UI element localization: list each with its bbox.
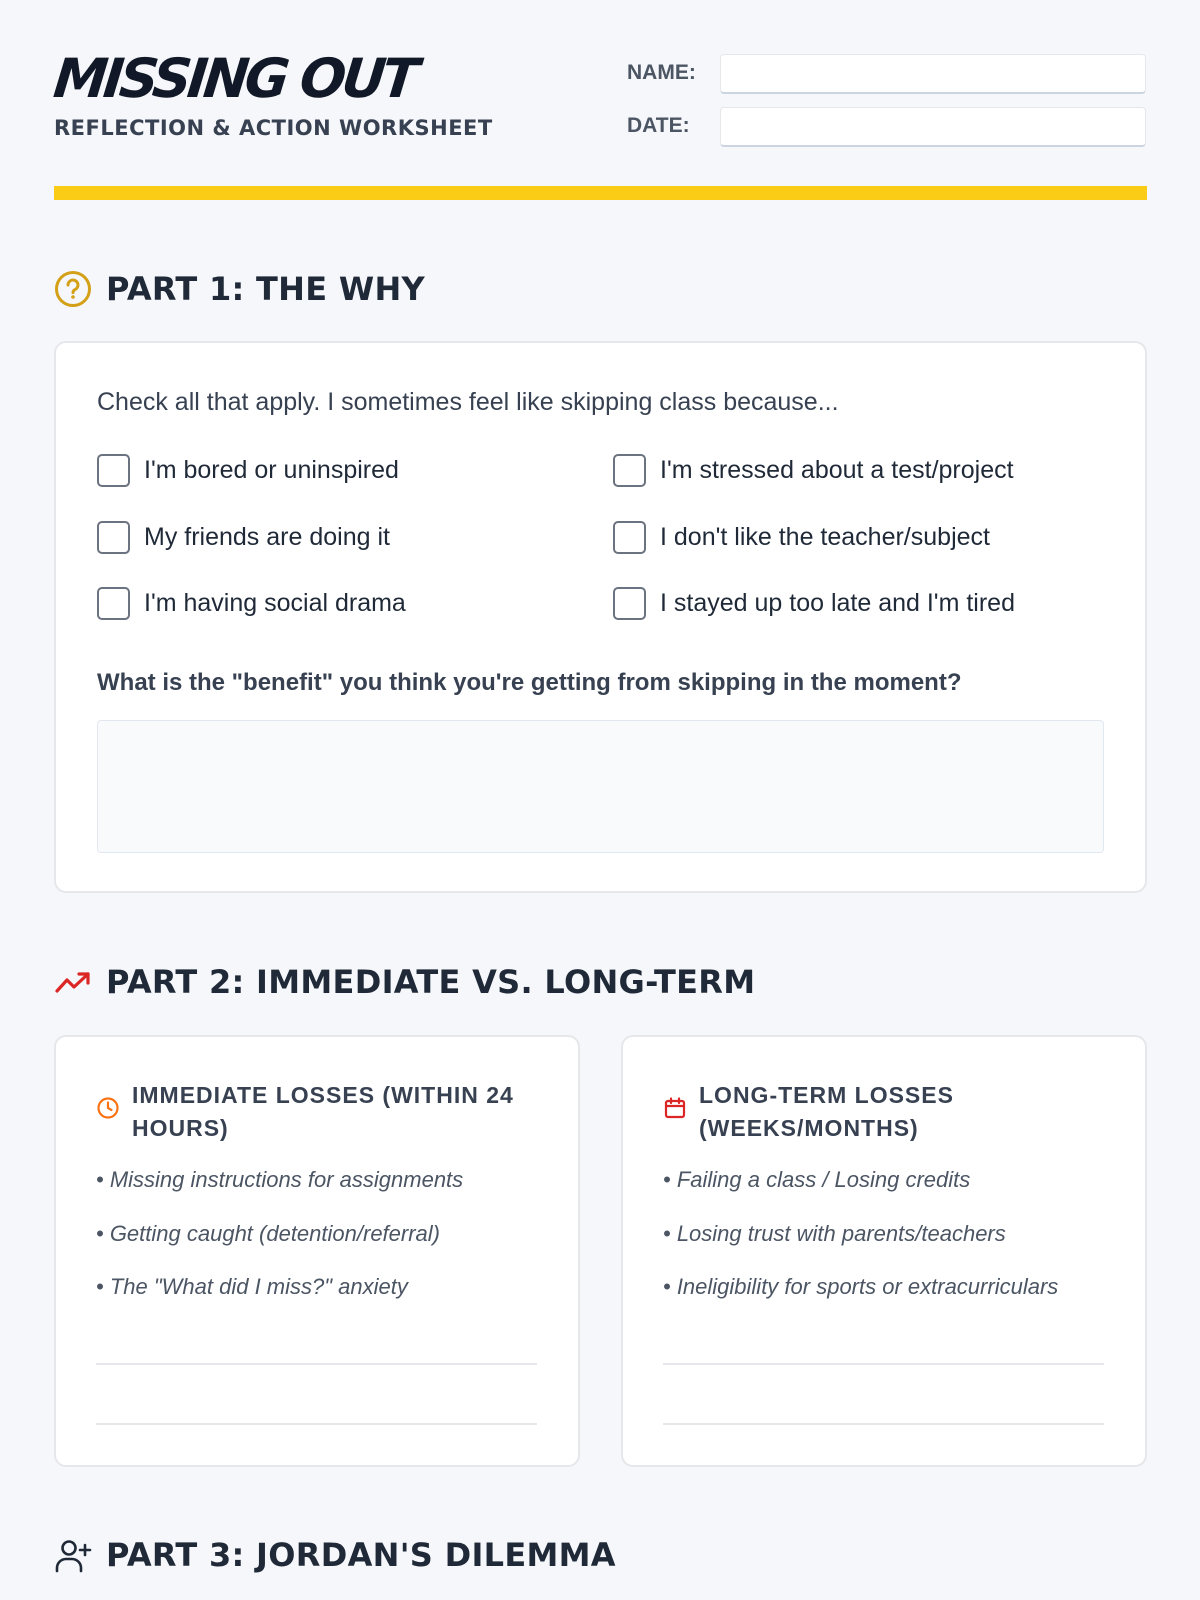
part3-title: PART 3: JORDAN'S DILEMMA: [106, 1536, 616, 1574]
checkbox[interactable]: [97, 454, 130, 487]
name-field[interactable]: [720, 54, 1146, 94]
option-drama[interactable]: [97, 587, 406, 620]
checkbox[interactable]: [613, 454, 646, 487]
question-circle-icon: [54, 270, 92, 308]
immediate-losses-title: IMMEDIATE LOSSES (WITHIN 24: [132, 1082, 514, 1108]
clock-icon: [96, 1096, 120, 1120]
part1-heading: [54, 270, 425, 308]
writing-line[interactable]: [663, 1363, 1104, 1365]
part2-title: PART 2: IMMEDIATE VS. LONG-TERM: [106, 963, 756, 1001]
long-term-losses-title: LONG-TERM LOSSES: [699, 1082, 954, 1108]
checkbox[interactable]: [97, 587, 130, 620]
header-divider: [54, 186, 1147, 200]
long-term-loss-item: • Ineligibility for sports or extracurriculars: [663, 1274, 1059, 1299]
part3-heading: [54, 1536, 616, 1574]
option-tired[interactable]: [613, 587, 1015, 620]
option-stressed[interactable]: [613, 454, 1014, 487]
trending-up-icon: [54, 967, 92, 997]
part1-prompt: Check all that apply. I sometimes feel like skipping class because...: [97, 388, 839, 416]
name-label: NAME:: [627, 61, 696, 84]
user-plus-icon: [54, 1536, 92, 1574]
long-term-losses-card: [621, 1035, 1147, 1467]
immediate-losses-title-cont: HOURS): [132, 1115, 229, 1142]
writing-line[interactable]: [96, 1423, 537, 1425]
calendar-icon: [663, 1096, 687, 1120]
benefit-question: What is the "benefit" you think you're getting from skipping in the moment?: [97, 669, 962, 696]
option-friends[interactable]: [97, 521, 390, 554]
date-label: DATE:: [627, 114, 690, 137]
long-term-loss-item: • Losing trust with parents/teachers: [663, 1221, 1006, 1246]
option-teacher[interactable]: [613, 521, 990, 554]
immediate-losses-heading: [96, 1079, 514, 1146]
checkbox[interactable]: [613, 521, 646, 554]
immediate-losses-card: [54, 1035, 580, 1467]
worksheet-subtitle: REFLECTION & ACTION WORKSHEET: [54, 116, 493, 140]
checkbox[interactable]: [613, 587, 646, 620]
checkbox[interactable]: [97, 521, 130, 554]
immediate-loss-item: • Missing instructions for assignments: [96, 1167, 464, 1192]
worksheet-title: MISSING OUT: [50, 47, 419, 110]
option-bored[interactable]: [97, 454, 399, 487]
immediate-loss-item: • Getting caught (detention/referral): [96, 1221, 440, 1246]
option-label: My friends are doing it: [144, 523, 390, 551]
writing-line[interactable]: [96, 1363, 537, 1365]
long-term-losses-title-cont: (WEEKS/MONTHS): [699, 1115, 919, 1142]
part2-heading: [54, 963, 755, 1001]
option-label: I'm bored or uninspired: [144, 456, 399, 484]
option-label: I don't like the teacher/subject: [660, 523, 990, 551]
writing-line[interactable]: [663, 1423, 1104, 1425]
option-label: I stayed up too late and I'm tired: [660, 589, 1015, 617]
immediate-loss-item: • The "What did I miss?" anxiety: [96, 1274, 408, 1299]
long-term-loss-item: • Failing a class / Losing credits: [663, 1167, 971, 1192]
part1-card: [54, 341, 1147, 893]
worksheet-header: [50, 47, 1147, 202]
date-field[interactable]: [720, 107, 1146, 147]
option-label: I'm having social drama: [144, 589, 406, 617]
part1-title: PART 1: THE WHY: [106, 270, 426, 308]
option-label: I'm stressed about a test/project: [660, 456, 1014, 484]
benefit-answer-field[interactable]: [97, 720, 1104, 853]
long-term-losses-heading: [663, 1079, 954, 1146]
